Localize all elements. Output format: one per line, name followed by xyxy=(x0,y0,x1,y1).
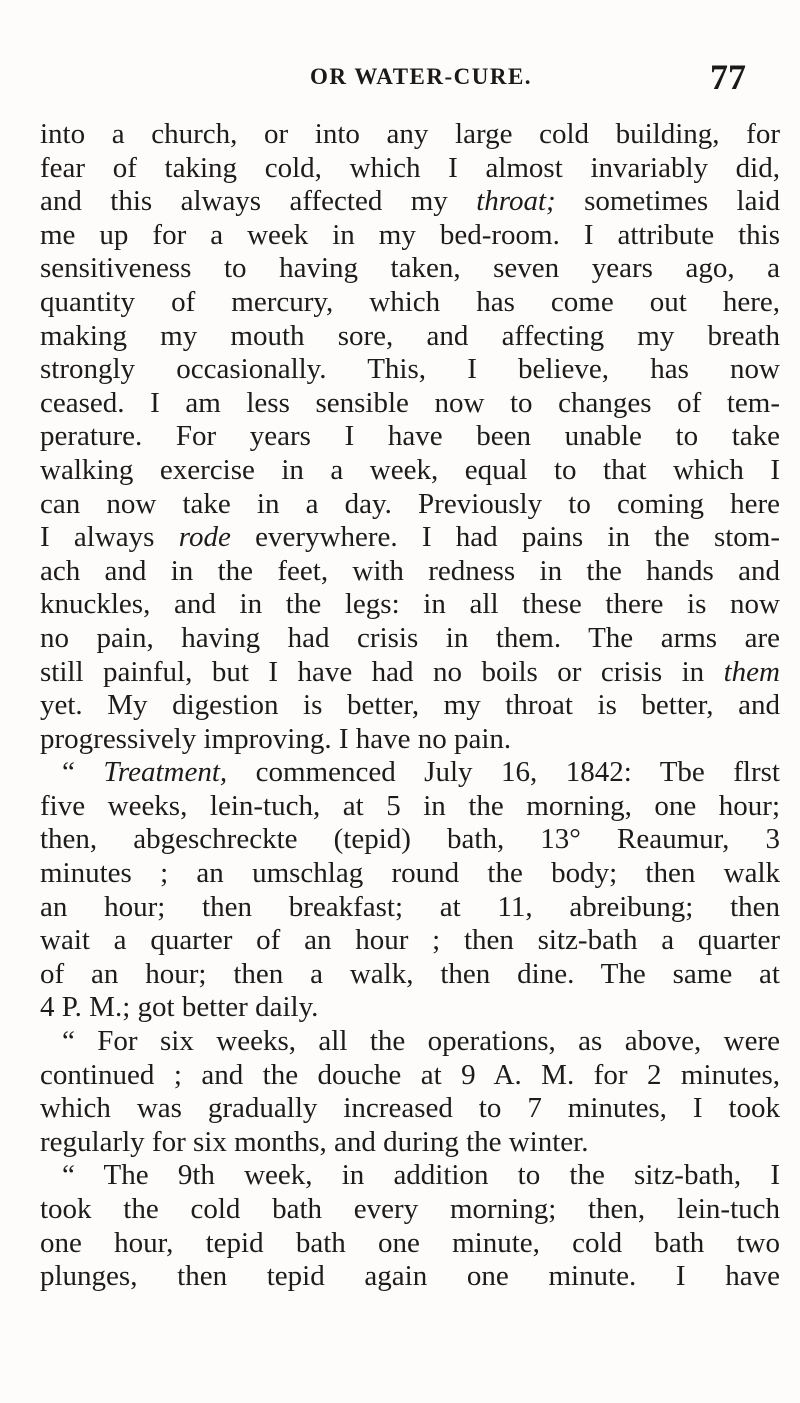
text-line xyxy=(40,152,780,186)
text-line xyxy=(40,756,780,790)
text-run: and this always affected my xyxy=(40,185,477,218)
text-run: “ For six weeks, all the operations, as above, were xyxy=(62,1025,780,1058)
text-run: fear of taking cold, which I almost invariably did, xyxy=(40,151,780,184)
text-run: strongly occasionally. This, I believe, has now xyxy=(40,353,780,386)
text-line xyxy=(40,1193,780,1227)
text-run: no pain, having had crisis in them. The arms are xyxy=(40,621,780,654)
text-run: minutes ; an umschlag round the body; then walk xyxy=(40,857,780,890)
text-run: five weeks, lein-tuch, at 5 in the morning, one hour; xyxy=(40,789,780,822)
text-line xyxy=(40,185,780,219)
text-run: quantity of mercury, which has come out here, xyxy=(40,285,780,318)
text-run: commenced July 16, 1842: Tbe flrst xyxy=(227,756,780,789)
text-run: which was gradually increased to 7 minutes, I took xyxy=(40,1092,780,1125)
text-line xyxy=(40,353,780,387)
text-line xyxy=(40,823,780,857)
text-run: knuckles, and in the legs: in all these there is now xyxy=(40,588,780,621)
italic-run: them xyxy=(723,655,780,688)
italic-run: rode xyxy=(178,521,231,554)
text-run: then, abgeschreckte (tepid) bath, 13° Reaumur, 3 xyxy=(40,823,780,856)
text-line xyxy=(40,958,780,992)
text-run: “ xyxy=(62,756,104,789)
text-line xyxy=(40,689,780,723)
text-run: wait a quarter of an hour ; then sitz-bath a quarter xyxy=(40,924,780,957)
text-line xyxy=(40,555,780,589)
text-line xyxy=(40,1260,780,1294)
text-run: one hour, tepid bath one minute, cold bath two xyxy=(40,1226,780,1259)
text-line xyxy=(40,488,780,522)
text-run: plunges, then tepid again one minute. I have xyxy=(40,1260,780,1293)
text-run: making my mouth sore, and affecting my breath xyxy=(40,319,780,352)
text-run: an hour; then breakfast; at 11, abreibung; then xyxy=(40,890,780,923)
text-run: still painful, but I have had no boils or crisis in xyxy=(40,655,724,688)
text-line xyxy=(40,1227,780,1261)
text-run: ach and in the feet, with redness in the hands and xyxy=(40,554,780,587)
text-run: sometimes laid xyxy=(555,185,780,218)
text-line xyxy=(40,588,780,622)
text-line xyxy=(40,454,780,488)
text-run: ceased. I am less sensible now to changes of tem- xyxy=(40,386,780,419)
text-run: me up for a week in my bed-room. I attribute this xyxy=(40,218,780,251)
text-line xyxy=(40,118,780,152)
text-line xyxy=(40,1126,780,1160)
text-line xyxy=(40,521,780,555)
text-run: took the cold bath every morning; then, lein-tuch xyxy=(40,1193,780,1225)
text-run: regularly for six months, and during the winter. xyxy=(40,1125,589,1158)
text-run: walking exercise in a week, equal to that which I xyxy=(40,453,780,486)
text-run: continued ; and the douche at 9 A. M. for 2 minutes, xyxy=(40,1058,780,1091)
text-line xyxy=(40,252,780,286)
text-run: everywhere. I had pains in the stom- xyxy=(230,521,781,554)
text-line xyxy=(40,420,780,454)
text-run: 4 P. M.; got better daily. xyxy=(40,991,319,1024)
text-run: into a church, or into any large cold building, for xyxy=(40,118,780,150)
text-run: I always xyxy=(40,521,179,554)
page-header xyxy=(0,57,800,100)
text-run: sensitiveness to having taken, seven years ago, a xyxy=(40,252,780,285)
text-line xyxy=(40,219,780,253)
text-line xyxy=(40,723,780,757)
text-line xyxy=(40,1025,780,1059)
text-line xyxy=(40,991,780,1025)
text-run: “ The 9th week, in addition to the sitz-bath, I xyxy=(62,1159,780,1192)
text-line xyxy=(40,320,780,354)
text-line xyxy=(40,286,780,320)
text-line xyxy=(40,622,780,656)
text-line xyxy=(40,790,780,824)
text-line xyxy=(40,1059,780,1093)
page-number: 77 xyxy=(710,57,746,97)
text-line xyxy=(40,1159,780,1193)
text-line xyxy=(40,891,780,925)
text-line xyxy=(40,857,780,891)
text-line xyxy=(40,924,780,958)
text-run: yet. My digestion is better, my throat is better, and xyxy=(40,689,780,722)
text-run: can now take in a day. Previously to coming here xyxy=(40,487,780,520)
text-run: of an hour; then a walk, then dine. The same at xyxy=(40,957,780,990)
body-text xyxy=(40,118,780,1294)
text-run: progressively improving. I have no pain. xyxy=(40,722,512,755)
text-line xyxy=(40,387,780,421)
text-line xyxy=(40,656,780,690)
italic-run: Treatment, xyxy=(103,756,228,789)
text-line xyxy=(40,1092,780,1126)
text-run: perature. For years I have been unable to take xyxy=(40,420,780,453)
italic-run: throat; xyxy=(476,185,556,218)
running-head: OR WATER-CURE. xyxy=(310,64,533,89)
